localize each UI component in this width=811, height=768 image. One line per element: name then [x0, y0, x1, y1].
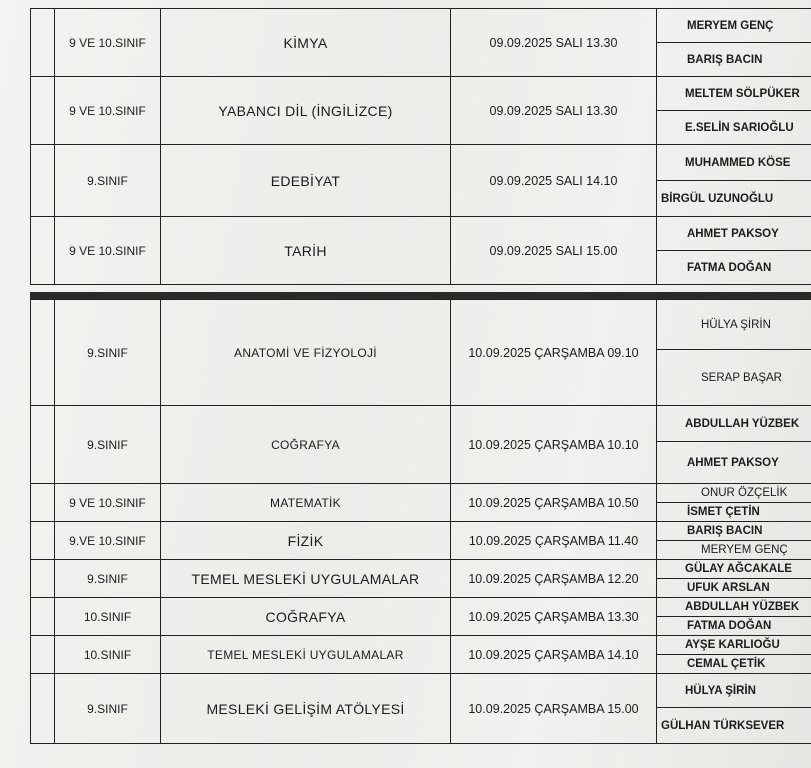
subject-cell: TEMEL MESLEKİ UYGULAMALAR — [161, 560, 451, 598]
datetime-cell: 10.09.2025 ÇARŞAMBA 12.20 — [451, 560, 657, 598]
datetime-cell: 10.09.2025 ÇARŞAMBA 10.10 — [451, 406, 657, 484]
datetime-cell: 09.09.2025 SALI 15.00 — [451, 217, 657, 285]
datetime-cell: 09.09.2025 SALI 13.30 — [451, 77, 657, 145]
teacher-cell: AYŞE KARLIOĞU — [657, 636, 811, 655]
datetime-cell: 10.09.2025 ÇARŞAMBA 13.30 — [451, 598, 657, 636]
table-row — [31, 9, 811, 43]
datetime-cell: 10.09.2025 ÇARŞAMBA 09.10 — [451, 300, 657, 406]
datetime-cell: 09.09.2025 SALI 13.30 — [451, 9, 657, 77]
row-marker-cell — [31, 217, 55, 285]
class-cell: 9.SINIF — [55, 300, 161, 406]
class-cell: 10.SINIF — [55, 636, 161, 674]
subject-cell: TEMEL MESLEKİ UYGULAMALAR — [161, 636, 451, 674]
class-cell: 9.SINIF — [55, 674, 161, 744]
teacher-cell: BARIŞ BACIN — [657, 43, 811, 77]
teacher-cell: ONUR ÖZÇELİK — [657, 484, 811, 503]
row-marker-cell — [31, 406, 55, 484]
class-cell: 9 VE 10.SINIF — [55, 484, 161, 522]
subject-cell: KİMYA — [161, 9, 451, 77]
teacher-cell: HÜLYA ŞİRİN — [657, 674, 811, 708]
row-marker-cell — [31, 484, 55, 522]
teacher-cell: ABDULLAH YÜZBEK — [657, 406, 811, 442]
table-row — [31, 300, 811, 350]
table-row — [31, 598, 811, 617]
teacher-cell: MELTEM SÖLPÜKER — [657, 77, 811, 111]
teacher-cell: AHMET PAKSOY — [657, 442, 811, 484]
table-row — [31, 145, 811, 181]
row-marker-cell — [31, 300, 55, 406]
datetime-cell: 10.09.2025 ÇARŞAMBA 11.40 — [451, 522, 657, 560]
teacher-cell: İSMET ÇETİN — [657, 503, 811, 522]
row-marker-cell — [31, 77, 55, 145]
table-row — [31, 77, 811, 111]
class-cell: 9 VE 10.SINIF — [55, 77, 161, 145]
row-marker-cell — [31, 145, 55, 217]
schedule-table-top — [30, 8, 811, 285]
teacher-cell: ABDULLAH YÜZBEK — [657, 598, 811, 617]
teacher-cell: GÜLHAN TÜRKSEVER — [657, 708, 811, 744]
subject-cell: TARİH — [161, 217, 451, 285]
datetime-cell: 10.09.2025 ÇARŞAMBA 15.00 — [451, 674, 657, 744]
table-row — [31, 636, 811, 655]
teacher-cell: FATMA DOĞAN — [657, 251, 811, 285]
class-cell: 9.VE 10.SINIF — [55, 522, 161, 560]
class-cell: 9 VE 10.SINIF — [55, 9, 161, 77]
class-cell: 9.SINIF — [55, 145, 161, 217]
table-row — [31, 522, 811, 541]
subject-cell: YABANCI DİL (İNGİLİZCE) — [161, 77, 451, 145]
datetime-cell: 10.09.2025 ÇARŞAMBA 10.50 — [451, 484, 657, 522]
teacher-cell: SERAP BAŞAR — [657, 350, 811, 406]
subject-cell: COĞRAFYA — [161, 598, 451, 636]
table-row — [31, 217, 811, 251]
class-cell: 9 VE 10.SINIF — [55, 217, 161, 285]
schedule-table-bottom — [30, 299, 811, 744]
class-cell: 9.SINIF — [55, 560, 161, 598]
section-divider — [30, 292, 811, 299]
datetime-cell: 09.09.2025 SALI 14.10 — [451, 145, 657, 217]
teacher-cell: FATMA DOĞAN — [657, 617, 811, 636]
row-marker-cell — [31, 636, 55, 674]
class-cell: 10.SINIF — [55, 598, 161, 636]
subject-cell: ANATOMİ VE FİZYOLOJİ — [161, 300, 451, 406]
datetime-cell: 10.09.2025 ÇARŞAMBA 14.10 — [451, 636, 657, 674]
row-marker-cell — [31, 560, 55, 598]
table-row — [31, 406, 811, 442]
teacher-cell: MERYEM GENÇ — [657, 9, 811, 43]
row-marker-cell — [31, 522, 55, 560]
subject-cell: MATEMATİK — [161, 484, 451, 522]
teacher-cell: BİRGÜL UZUNOĞLU — [657, 181, 811, 217]
table-row — [31, 484, 811, 503]
teacher-cell: BARIŞ BACIN — [657, 522, 811, 541]
row-marker-cell — [31, 674, 55, 744]
teacher-cell: GÜLAY AĞCAKALE — [657, 560, 811, 579]
teacher-cell: HÜLYA ŞİRİN — [657, 300, 811, 350]
table-row — [31, 560, 811, 579]
subject-cell: FİZİK — [161, 522, 451, 560]
subject-cell: EDEBİYAT — [161, 145, 451, 217]
row-marker-cell — [31, 598, 55, 636]
teacher-cell: MERYEM GENÇ — [657, 541, 811, 560]
teacher-cell: AHMET PAKSOY — [657, 217, 811, 251]
table-row — [31, 674, 811, 708]
teacher-cell: E.SELİN SARIOĞLU — [657, 111, 811, 145]
subject-cell: MESLEKİ GELİŞİM ATÖLYESİ — [161, 674, 451, 744]
teacher-cell: UFUK ARSLAN — [657, 579, 811, 598]
row-marker-cell — [31, 9, 55, 77]
teacher-cell: MUHAMMED KÖSE — [657, 145, 811, 181]
subject-cell: COĞRAFYA — [161, 406, 451, 484]
class-cell: 9.SINIF — [55, 406, 161, 484]
teacher-cell: CEMAL ÇETİK — [657, 655, 811, 674]
